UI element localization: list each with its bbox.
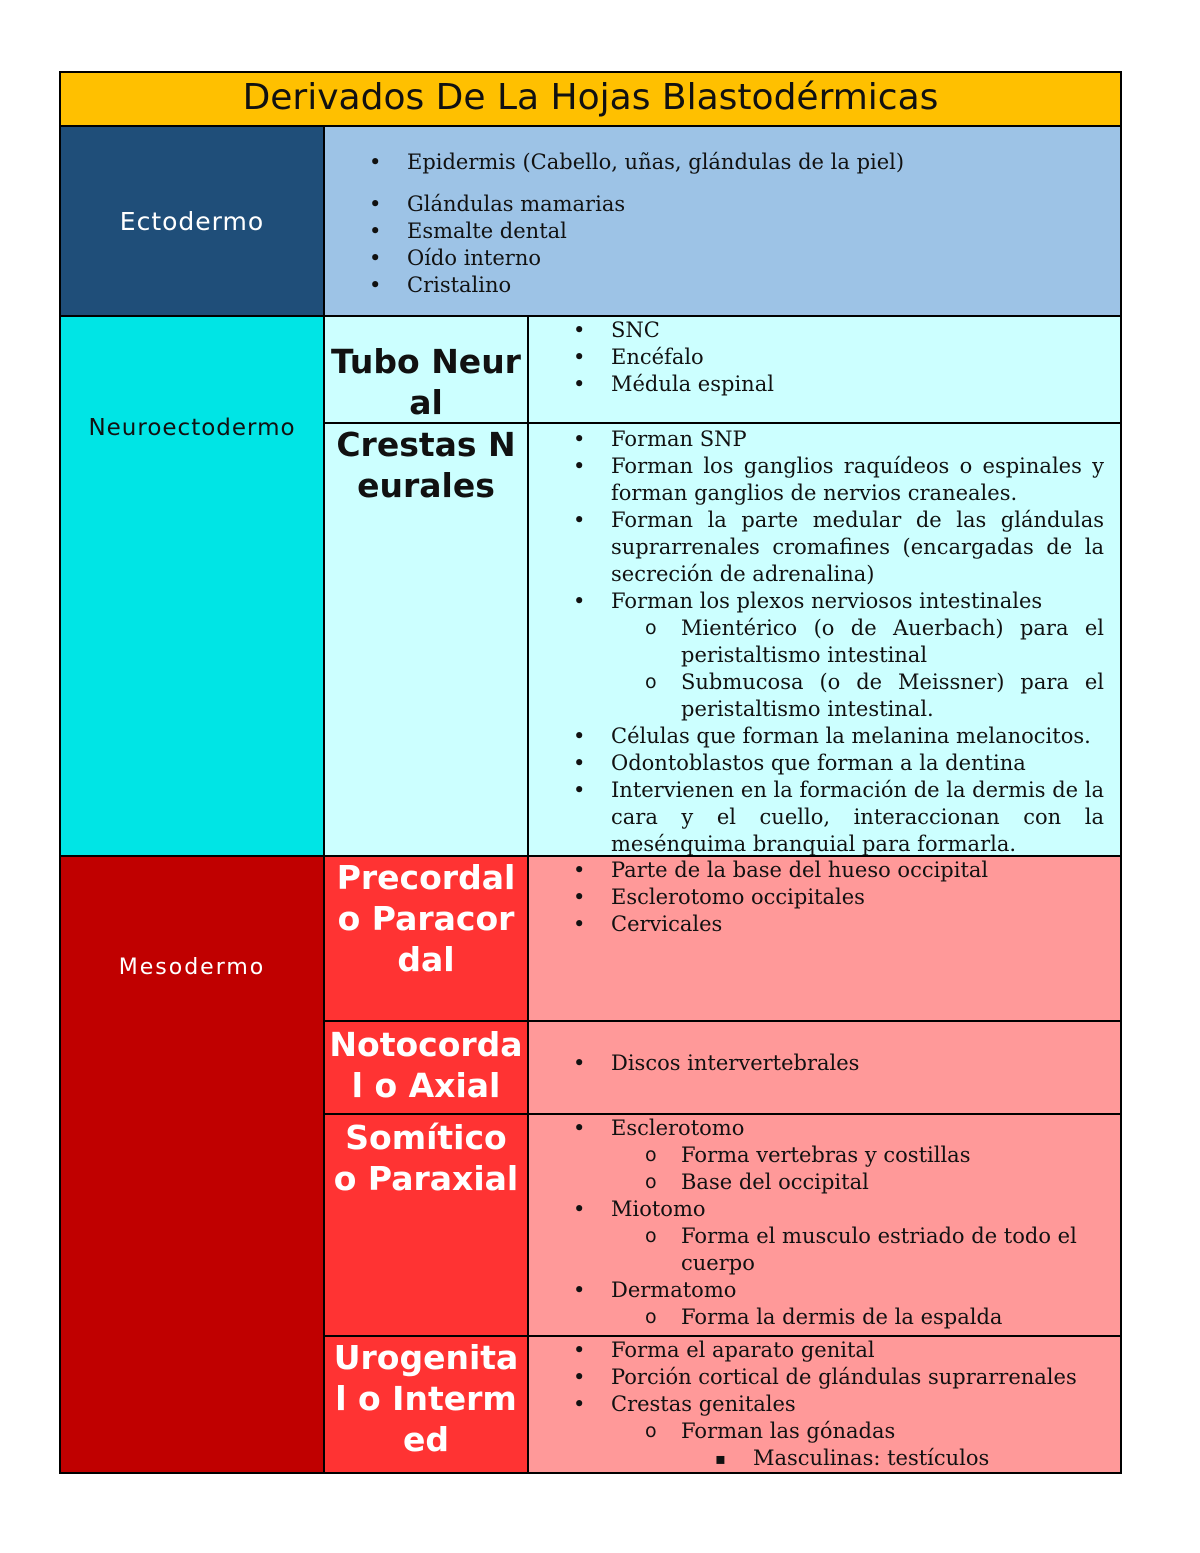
urogenital-label-text: Urogenital o Intermed — [333, 1338, 519, 1459]
list-item: o Forma vertebras y costillas — [529, 1142, 1120, 1169]
crestas-neurales-label — [325, 424, 529, 857]
list-item: • Oído interno — [325, 245, 1120, 272]
tubo-neural-label-text: Tubo Neural — [331, 342, 521, 422]
table-title: Derivados De La Hojas Blastodérmicas — [61, 73, 1120, 127]
list-item: • Forman la parte medular de las glándulas suprarrenales cromafines (encargadas de la secreción de adrenalina) — [529, 507, 1104, 588]
notocordal-label-text: Notocordal o Axial — [329, 1025, 523, 1105]
neuroectodermo-label-text: Neuroectodermo — [88, 415, 296, 441]
neuroectodermo-label — [61, 317, 325, 857]
urogenital-list — [529, 1337, 1120, 1472]
list-item: • Médula espinal — [529, 371, 1120, 398]
ectodermo-content — [325, 127, 1120, 317]
somitico-label-text: Somítico o Paraxial — [333, 1118, 519, 1198]
precordal-list — [529, 857, 1120, 938]
list-item: o Base del occipital — [529, 1169, 1120, 1196]
notocordal-list — [529, 1050, 1120, 1077]
list-item: • Miotomo — [529, 1196, 1120, 1223]
list-item: • Intervienen en la formación de la dermis de la cara y el cuello, interaccionan con la mesénquima branquial para formarla. — [529, 777, 1104, 857]
tubo-neural-content — [529, 317, 1120, 424]
somitico-list — [529, 1115, 1120, 1331]
crestas-neurales-label-text: Crestas Neurales — [336, 425, 516, 505]
crestas-neurales-list — [529, 426, 1120, 857]
list-item: • Forman SNP — [529, 426, 1104, 453]
precordal-label — [325, 857, 529, 1022]
list-item: • Parte de la base del hueso occipital — [529, 857, 1120, 884]
tubo-neural-list — [529, 317, 1120, 398]
tubo-neural-label — [325, 317, 529, 424]
list-item: • Forma el aparato genital — [529, 1337, 1120, 1364]
list-item: • Esclerotomo — [529, 1115, 1120, 1142]
notocordal-content — [529, 1022, 1120, 1115]
list-item: • SNC — [529, 317, 1120, 344]
precordal-content — [529, 857, 1120, 1022]
list-item: o Mientérico (o de Auerbach) para el peristaltismo intestinal — [529, 615, 1104, 669]
list-item: • Epidermis (Cabello, uñas, glándulas de la piel) — [325, 149, 1120, 176]
list-item: • Encéfalo — [529, 344, 1120, 371]
precordal-label-text: Precordal o Paracordal — [336, 858, 516, 979]
mesodermo-label-text: Mesodermo — [118, 955, 266, 980]
list-item: • Cristalino — [325, 272, 1120, 299]
list-item: • Crestas genitales — [529, 1391, 1120, 1418]
list-item: • Discos intervertebrales — [529, 1050, 1120, 1077]
list-item: o Forman las gónadas — [529, 1418, 1120, 1445]
list-item: • Glándulas mamarias — [325, 191, 1120, 218]
notocordal-label — [325, 1022, 529, 1115]
mesodermo-label — [61, 857, 325, 1472]
ectodermo-label — [61, 127, 325, 317]
ectodermo-list — [325, 149, 1120, 299]
list-item: • Odontoblastos que forman a la dentina — [529, 750, 1104, 777]
list-item: • Dermatomo — [529, 1277, 1120, 1304]
urogenital-label — [325, 1337, 529, 1472]
list-item: o Submucosa (o de Meissner) para el peristaltismo intestinal. — [529, 669, 1104, 723]
somitico-label — [325, 1115, 529, 1337]
list-item: • Forman los plexos nerviosos intestinales — [529, 588, 1104, 615]
list-item: • Porción cortical de glándulas suprarrenales — [529, 1364, 1120, 1391]
list-item: • Esclerotomo occipitales — [529, 884, 1120, 911]
somitico-content — [529, 1115, 1120, 1337]
derivatives-table — [59, 71, 1122, 1474]
list-item: ▪ Masculinas: testículos — [529, 1445, 1120, 1472]
crestas-neurales-content — [529, 424, 1120, 857]
ectodermo-label-text: Ectodermo — [119, 206, 265, 236]
list-item: o Forma el musculo estriado de todo el cuerpo — [529, 1223, 1120, 1277]
urogenital-content — [529, 1337, 1120, 1472]
list-item: • Esmalte dental — [325, 218, 1120, 245]
list-item: • Células que forman la melanina melanocitos. — [529, 723, 1104, 750]
list-item: o Forma la dermis de la espalda — [529, 1304, 1120, 1331]
list-item: • Forman los ganglios raquídeos o espinales y forman ganglios de nervios craneales. — [529, 453, 1104, 507]
list-item: • Cervicales — [529, 911, 1120, 938]
